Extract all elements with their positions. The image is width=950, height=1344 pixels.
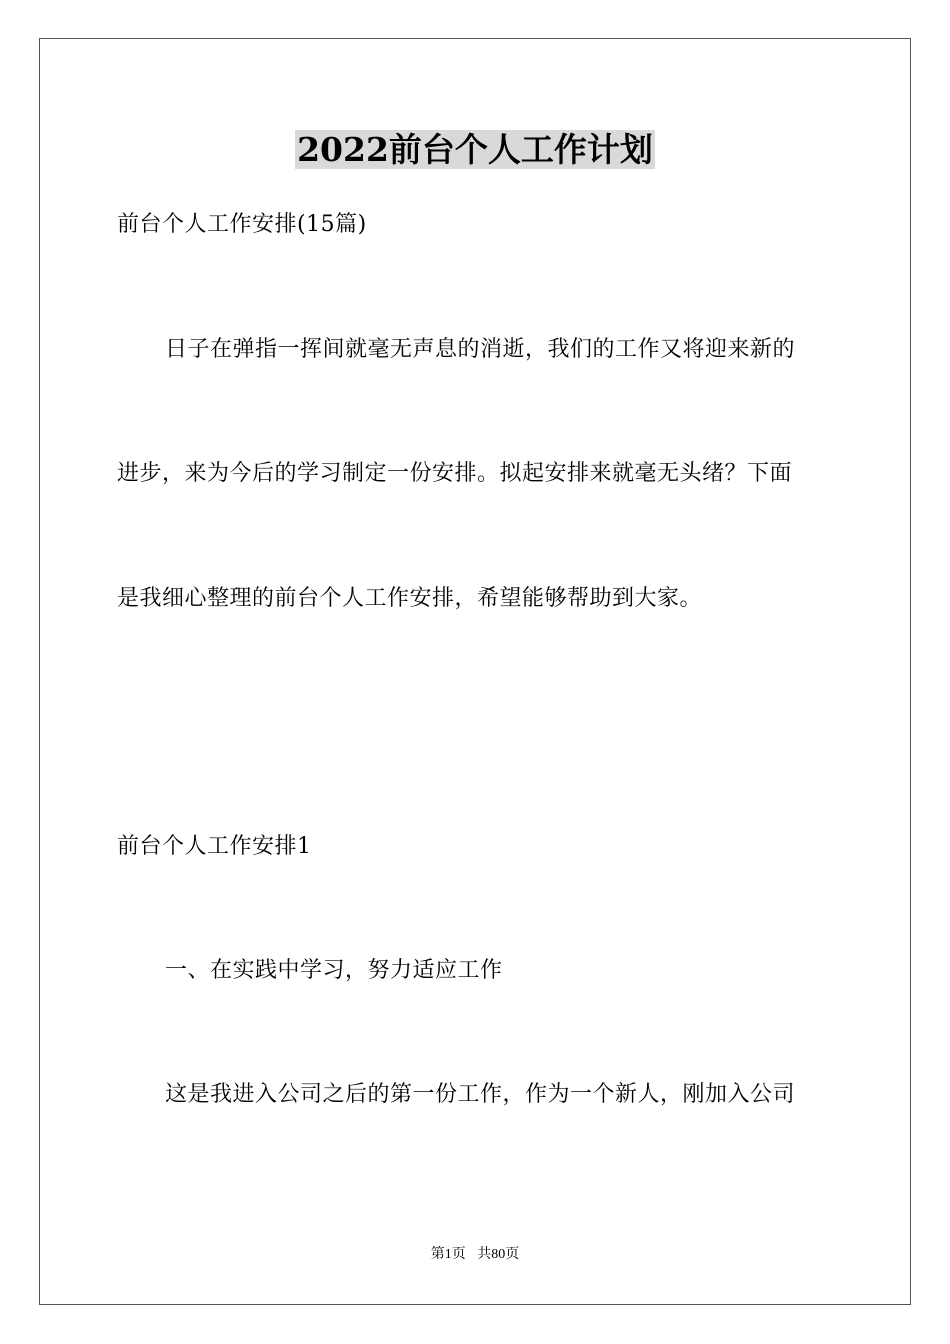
intro-line-3: 是我细心整理的前台个人工作安排，希望能够帮助到大家。 — [117, 586, 703, 611]
page-footer — [0, 1245, 950, 1265]
document-subtitle: 前台个人工作安排(15篇) — [117, 212, 367, 237]
page-total: 共80页 — [477, 1247, 520, 1262]
section-heading: 前台个人工作安排1 — [117, 834, 312, 859]
document-title — [0, 128, 950, 172]
page-number: 第1页 — [430, 1247, 466, 1262]
section-subheading: 一、在实践中学习，努力适应工作 — [165, 958, 503, 983]
document-title-text: 2022前台个人工作计划 — [297, 130, 653, 169]
intro-line-1: 日子在弹指一挥间就毫无声息的消逝，我们的工作又将迎来新的 — [165, 337, 796, 362]
intro-line-2: 进步，来为今后的学习制定一份安排。拟起安排来就毫无头绪？下面 — [117, 461, 793, 486]
paragraph-line-1: 这是我进入公司之后的第一份工作，作为一个新人，刚加入公司 — [165, 1082, 796, 1107]
